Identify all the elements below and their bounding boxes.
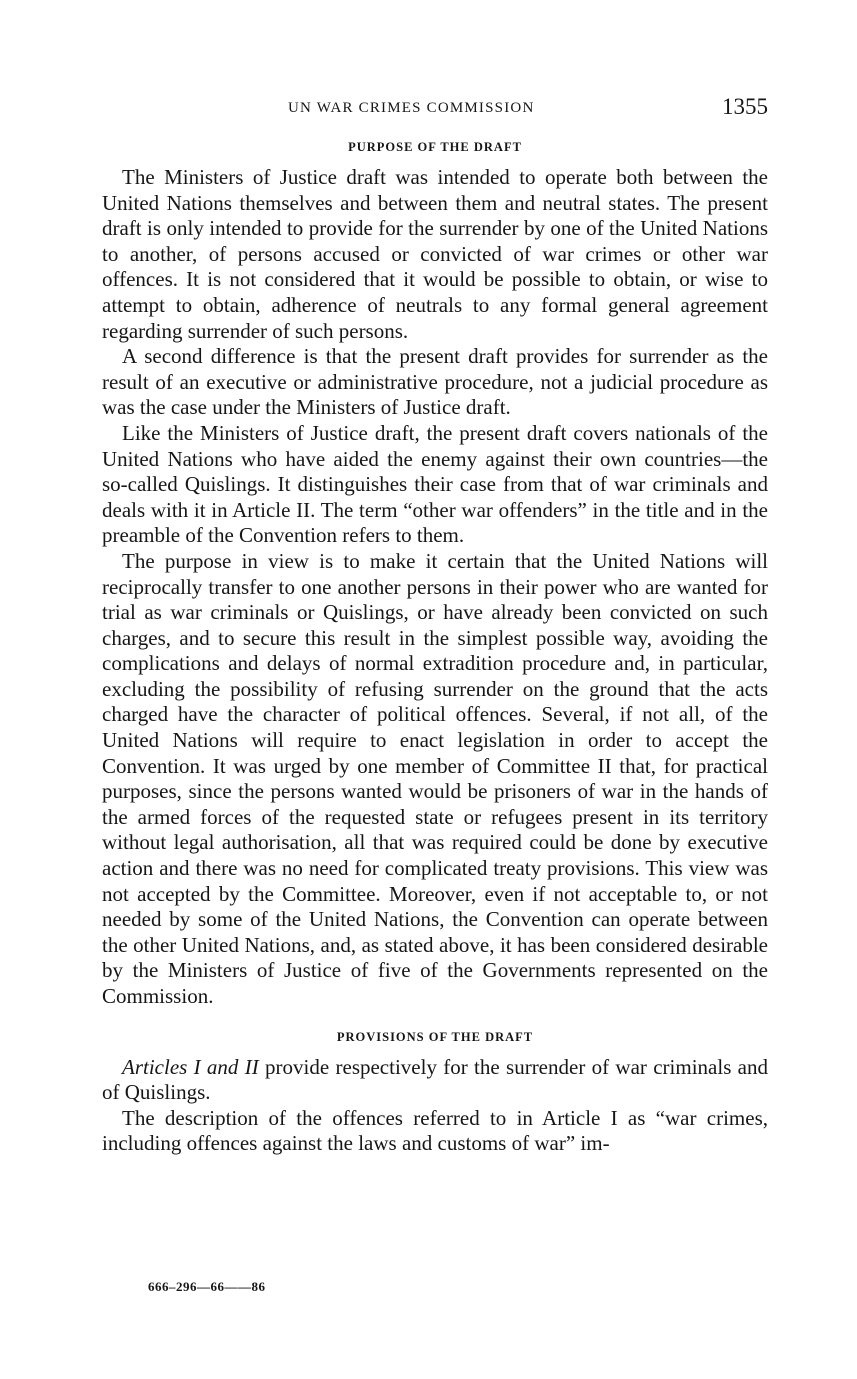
running-header xyxy=(102,92,768,126)
paragraph: Like the Ministers of Justice draft, the present draft covers nationals of the United Nations who have aided the enemy against their own countries—the so-called Quislings. It distinguishes their case from that of war criminals and deals with it in Article II. The term “other war offenders” in the title and in the preamble of the Convention refers to them. xyxy=(102,420,768,548)
paragraph-articles xyxy=(102,1055,768,1106)
paragraph-text: provide respectively for the surrender of war criminals and of Quislings. xyxy=(102,1054,768,1105)
section-heading-purpose: PURPOSE OF THE DRAFT xyxy=(348,140,522,154)
page-number: 1355 xyxy=(722,94,768,119)
printer-code: 666–296—66——86 xyxy=(148,1279,266,1294)
paragraph: The description of the offences referred to in Article I as “war crimes, including offences against the laws and customs of war” im- xyxy=(102,1105,768,1156)
paragraph: The purpose in view is to make it certain that the United Nations will reciprocally transfer to one another persons in their power who are wanted for trial as war criminals or Quislings, or have already been convicted on such charges, and to secure this result in the simplest possible way, avoiding the complications and delays of normal extradition procedure and, in particular, excluding the possibility of refusing surrender on the ground that the acts charged have the character of political offences. Several, if not all, of the United Nations will require to enact legislation in order to accept the Convention. It was urged by one member of Committee II that, for practical purposes, since the persons wanted would be prisoners of war in the hands of the armed forces of the requested state or refugees present in its territory without legal authorisation, all that was required could be done by executive action and there was no need for complicated treaty provisions. This view was not accepted by the Committee. Moreover, even if not acceptable to, or not needed by some of the United Nations, the Convention can operate between the other United Nations, and, as stated above, it has been considered desirable by the Ministers of Justice of five of the Governments represented on the Commission. xyxy=(102,548,768,1008)
paragraph: A second difference is that the present draft provides for surrender as the result of an executive or administrative procedure, not a judicial procedure as was the case under the Ministers of Justice draft. xyxy=(102,344,768,420)
articles-reference: Articles I and II xyxy=(122,1054,259,1079)
section-heading-provisions: PROVISIONS OF THE DRAFT xyxy=(336,1029,534,1044)
document-page xyxy=(102,92,768,1157)
running-title: UN WAR CRIMES COMMISSION xyxy=(288,100,535,116)
paragraph: The Ministers of Justice draft was intended to operate both between the United Nations themselves and between them and neutral states. The present draft is only intended to provide for the surrender by one of the United Nations to another, of persons accused or convicted of war crimes or other war offences. It is not considered that it would be possible to obtain, or wise to attempt to obtain, adherence of neutrals to any formal general agreement regarding surrender of such persons. xyxy=(102,165,768,343)
